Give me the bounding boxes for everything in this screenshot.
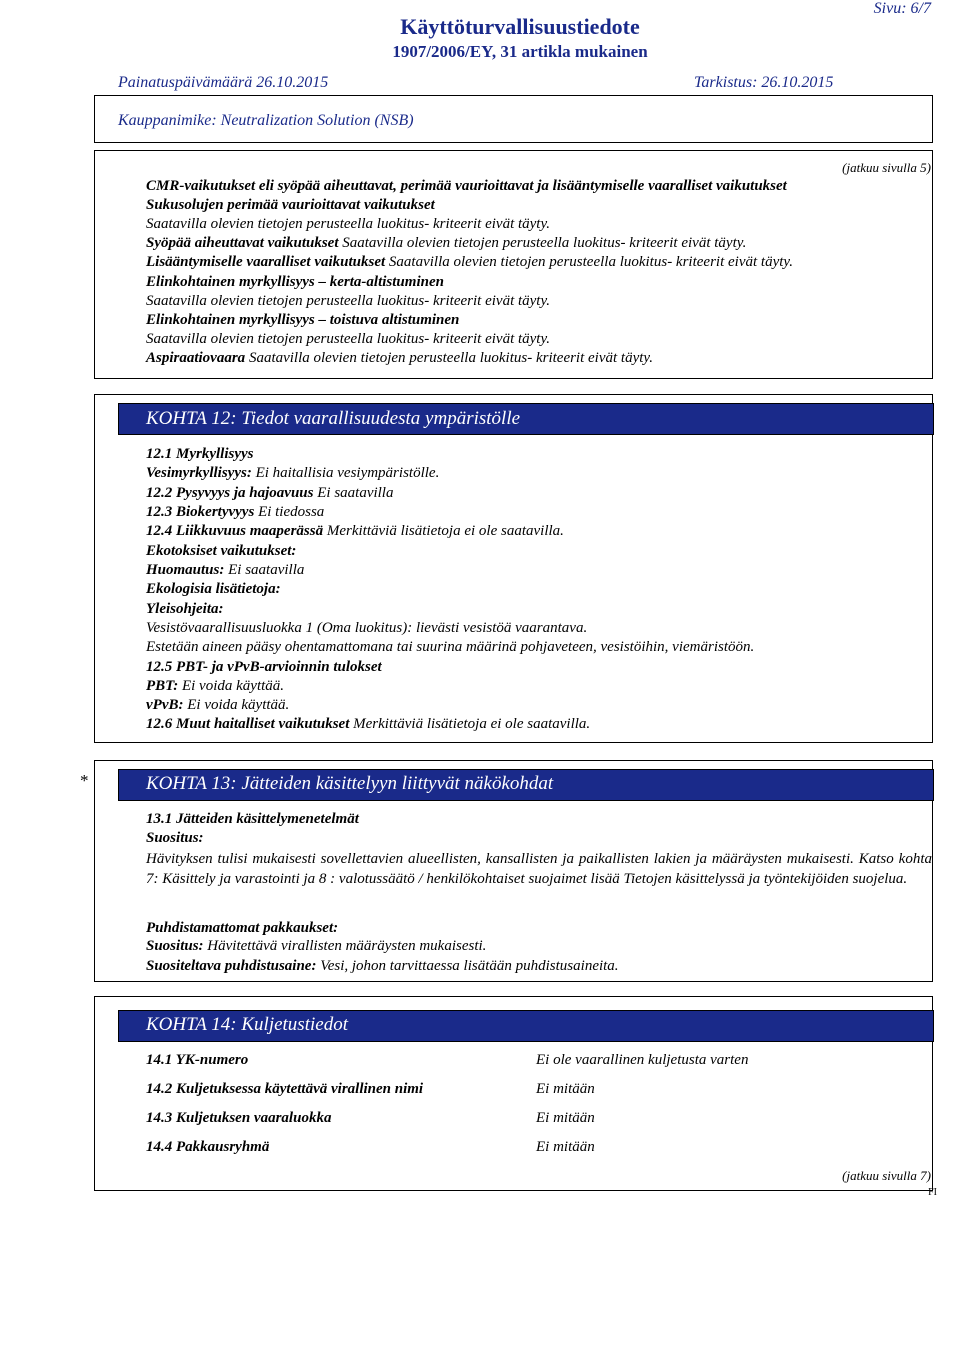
- recommendation-heading: Suositus:: [146, 830, 204, 846]
- packaging-recommendation: [146, 938, 486, 955]
- aquatic-toxicity: [146, 465, 439, 482]
- note-text: Ei saatavilla: [228, 562, 305, 578]
- page-number: Sivu: 6/7: [873, 0, 931, 17]
- transport-label-un: 14.1 YK-numero: [146, 1052, 249, 1068]
- germ-heading: Sukusolujen perimää vaurioittavat vaikutukset: [146, 197, 435, 213]
- language-code: FI: [928, 1187, 937, 1198]
- ecotox-heading: Ekotoksiset vaikutukset:: [146, 543, 297, 559]
- aspiration-line: [146, 350, 653, 367]
- aquatic-text: Ei haitallisia vesiympäristölle.: [255, 465, 440, 481]
- print-date: Painatuspäivämäärä 26.10.2015: [118, 74, 329, 91]
- revision-date: Tarkistus: 26.10.2015: [694, 74, 834, 91]
- cleaning-agent-label: Suositeltava puhdistusaine:: [146, 958, 317, 974]
- packaging-rec-label: Suositus:: [146, 938, 204, 954]
- carc-text: Saatavilla olevien tietojen perusteella luokitus- kriteerit eivät täyty.: [342, 235, 747, 251]
- packaging-rec-text: Hävitettävä virallisten määräysten mukaisesti.: [207, 938, 487, 954]
- carc-line: [146, 235, 746, 252]
- stot-re-text: Saatavilla olevien tietojen perusteella luokitus- kriteerit eivät täyty.: [146, 331, 551, 347]
- stot-se-heading: Elinkohtainen myrkyllisyys – kerta-altistuminen: [146, 274, 444, 290]
- other-effects-label: 12.6 Muut haitalliset vaikutukset: [146, 716, 350, 732]
- stot-se-text: Saatavilla olevien tietojen perusteella luokitus- kriteerit eivät täyty.: [146, 293, 551, 309]
- stot-re-heading: Elinkohtainen myrkyllisyys – toistuva altistuminen: [146, 312, 460, 328]
- section-13-title: KOHTA 13: Jätteiden käsittelyyn liittyvät näkökohdat: [146, 773, 554, 794]
- mobility-text: Merkittäviä lisätietoja ei ole saatavilla.: [326, 523, 564, 539]
- persistence: [146, 485, 393, 502]
- transport-value-un: Ei ole vaarallinen kuljetusta varten: [536, 1052, 749, 1068]
- transport-label-group: 14.4 Pakkausryhmä: [146, 1139, 270, 1155]
- transport-value-group: Ei mitään: [536, 1139, 595, 1155]
- mobility: [146, 523, 564, 540]
- pbt-line: [146, 678, 284, 695]
- document-subtitle: 1907/2006/EY, 31 artikla mukainen: [392, 42, 648, 61]
- cleaning-agent: [146, 958, 619, 975]
- repro-label: Lisääntymiselle vaaralliset vaikutukset: [146, 254, 386, 270]
- germ-text: Saatavilla olevien tietojen perusteella luokitus- kriteerit eivät täyty.: [146, 216, 551, 232]
- general-notes-heading: Yleisohjeita:: [146, 601, 224, 617]
- aspiration-text: Saatavilla olevien tietojen perusteella luokitus- kriteerit eivät täyty.: [248, 350, 653, 366]
- vpvb-text: Ei voida käyttää.: [187, 697, 290, 713]
- cmr-heading: CMR-vaikutukset eli syöpää aiheuttavat, perimää vaurioittavat ja lisääntymiselle vaaralliset vaikutukset: [146, 178, 787, 194]
- section-14-title: KOHTA 14: Kuljetustiedot: [146, 1014, 348, 1035]
- bioaccumulation: [146, 504, 324, 521]
- repro-line: [146, 254, 793, 271]
- bioaccumulation-label: 12.3 Biokertyvyys: [146, 504, 255, 520]
- aquatic-label: Vesimyrkyllisyys:: [146, 465, 252, 481]
- revision-marker: *: [80, 771, 89, 790]
- disposal-paragraph: Hävityksen tulisi mukaisesti sovellettavien alueellisten, kansallisten ja paikallisten lakien ja määräysten mukaisesti. Katso kohta 7: Käsittely ja varastointi ja 8 : valotussäätö / henkilökohtaiset suojaimet lisää Tietojen käsittelyssä ja työntekijöiden suojelua.: [146, 851, 932, 887]
- note-label: Huomautus:: [146, 562, 225, 578]
- persistence-label: 12.2 Pysyvyys ja hajoavuus: [146, 485, 314, 501]
- persistence-text: Ei saatavilla: [317, 485, 394, 501]
- continued-to: (jatkuu sivulla 7): [842, 1168, 931, 1183]
- other-effects-text: Merkittäviä lisätietoja ei ole saatavilla.: [353, 716, 591, 732]
- continued-from: (jatkuu sivulla 5): [842, 160, 931, 175]
- pbt-heading: 12.5 PBT- ja vPvB-arvioinnin tulokset: [146, 659, 382, 675]
- cleaning-agent-text: Vesi, johon tarvittaessa lisätään puhdistusaineita.: [320, 958, 619, 974]
- water-hazard-class: Vesistövaarallisuusluokka 1 (Oma luokitus): lievästi vesistöä vaarantava.: [146, 620, 588, 636]
- pbt-text: Ei voida käyttää.: [181, 678, 285, 694]
- transport-label-name: 14.2 Kuljetuksessa käytettävä virallinen nimi: [146, 1081, 424, 1097]
- vpvb-label: vPvB:: [146, 697, 184, 713]
- aspiration-label: Aspiraatiovaara: [146, 350, 246, 366]
- section-12-title: KOHTA 12: Tiedot vaarallisuudesta ympäristölle: [146, 408, 521, 429]
- transport-value-class: Ei mitään: [536, 1110, 595, 1126]
- transport-label-class: 14.3 Kuljetuksen vaaraluokka: [146, 1110, 332, 1126]
- trade-name: Kauppanimike: Neutralization Solution (NSB): [118, 112, 414, 129]
- waste-methods-heading: 13.1 Jätteiden käsittelymenetelmät: [146, 811, 359, 827]
- groundwater-note: Estetään aineen pääsy ohentamattomana tai suurina määrinä pohjaveteen, vesistöihin, viemäristöön.: [146, 639, 755, 655]
- carc-label: Syöpää aiheuttavat vaikutukset: [146, 235, 339, 251]
- vpvb-line: [146, 697, 289, 714]
- uncleaned-packaging-heading: Puhdistamattomat pakkaukset:: [146, 920, 339, 936]
- other-effects: [146, 716, 590, 733]
- pbt-label: PBT:: [146, 678, 179, 694]
- document-title: Käyttöturvallisuustiedote: [400, 14, 640, 39]
- repro-text: Saatavilla olevien tietojen perusteella luokitus- kriteerit eivät täyty.: [388, 254, 793, 270]
- transport-value-name: Ei mitään: [536, 1081, 595, 1097]
- toxicity-heading: 12.1 Myrkyllisyys: [146, 446, 254, 462]
- eco-info-heading: Ekologisia lisätietoja:: [146, 581, 281, 597]
- bioaccumulation-text: Ei tiedossa: [258, 504, 325, 520]
- note-line: [146, 562, 304, 579]
- mobility-label: 12.4 Liikkuvuus maaperässä: [146, 523, 324, 539]
